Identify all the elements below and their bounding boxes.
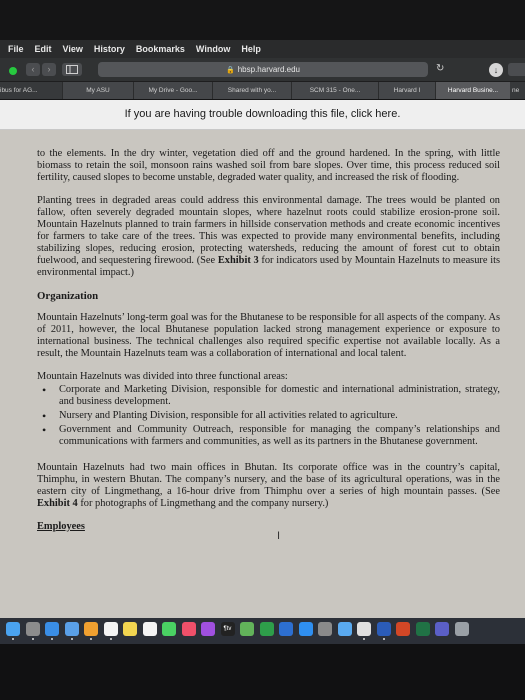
- tab-my-drive[interactable]: My Drive - Goo...: [133, 82, 212, 99]
- running-indicator: [363, 638, 365, 640]
- paragraph-text: for indicators used by Mountain Hazelnuts to measure its environmental impact.): [37, 255, 501, 278]
- safari-icon[interactable]: [45, 622, 59, 636]
- menu-bookmarks[interactable]: Bookmarks: [135, 44, 185, 54]
- menu-file[interactable]: File: [8, 44, 24, 54]
- running-indicator: [71, 638, 73, 640]
- menu-view[interactable]: View: [62, 44, 83, 54]
- tab-my-asu[interactable]: My ASU: [62, 82, 133, 99]
- url-text: hbsp.harvard.edu: [237, 65, 300, 74]
- excel-icon[interactable]: [416, 622, 430, 636]
- music-icon[interactable]: [182, 622, 196, 636]
- tv-icon[interactable]: ¶tv: [221, 622, 235, 636]
- chrome-icon[interactable]: [357, 622, 371, 636]
- notes-icon[interactable]: [123, 622, 137, 636]
- paragraph-text: Planting trees in degraded areas could address this environmental damage. The trees would be planted on fallow, often severely degraded mountain slopes, where hazelnut roots could stabilize erosion-prone soil. Mountain Hazelnuts planned to train farmers in hillside conservation methods and create economic incentives for farmers to take care of the trees. This was expected to provide many environmental benefits, including stabilizing slopes, reducing erosion, protecting watersheds, reducing the amount of forest cut to obtain fuelwood, and sequestering firewood. (See: [37, 195, 500, 266]
- section-heading: Employees: [37, 521, 85, 532]
- messages-icon[interactable]: [162, 622, 176, 636]
- address-bar[interactable]: [98, 62, 428, 77]
- list-item: • Corporate and Marketing Division, responsible for domestic and international administration, strategy, and business development.: [59, 384, 500, 408]
- download-help-message[interactable]: If you are having trouble downloading this file, click here.: [124, 108, 401, 120]
- document-viewer[interactable]: [0, 130, 525, 618]
- bookmark-item[interactable]: ibus for AG...: [0, 87, 38, 94]
- running-indicator: [90, 638, 92, 640]
- paragraph-text: for photographs of Lingmethang and the company nursery.): [77, 498, 329, 509]
- mail-icon[interactable]: [65, 622, 79, 636]
- paragraph: Mountain Hazelnuts was divided into three functional areas:: [37, 371, 288, 382]
- paragraph: to the elements. In the dry winter, vegetation died off and the ground hardened. In the spring, with little biomass to retain the soil, monsoon rains washed soil from bare slopes. Over time, this process reduced soil fertility, caused slopes to become unstable, degraded water quality, and increased the risk of flooding.: [37, 148, 500, 183]
- launchpad-icon[interactable]: [26, 622, 40, 636]
- running-indicator: [51, 638, 53, 640]
- running-indicator: [110, 638, 112, 640]
- keynote-icon[interactable]: [279, 622, 293, 636]
- list-item: • Government and Community Outreach, responsible for managing the company’s relationships and communications with farmers and communities, as well as its partners in the Bhutanese government.: [59, 424, 500, 448]
- podcasts-icon[interactable]: [201, 622, 215, 636]
- bookmarks-bar: [0, 82, 525, 99]
- running-indicator: [32, 638, 34, 640]
- browser-toolbar: [0, 58, 525, 82]
- sidebar-toggle-button[interactable]: [62, 63, 82, 76]
- download-help-bar[interactable]: [0, 100, 525, 130]
- reload-icon[interactable]: ↻: [436, 63, 445, 74]
- paragraph: [37, 462, 500, 510]
- teams-icon[interactable]: [435, 622, 449, 636]
- exhibit-reference: Exhibit 3: [217, 255, 259, 266]
- section-heading: Organization: [37, 290, 99, 302]
- window-zoom-dot[interactable]: [9, 67, 17, 75]
- photos-icon[interactable]: [84, 622, 98, 636]
- text-cursor-icon: I: [277, 530, 281, 542]
- trash-icon[interactable]: [455, 622, 469, 636]
- finder-icon[interactable]: [6, 622, 20, 636]
- screen-bezel: [0, 644, 525, 700]
- menu-edit[interactable]: Edit: [34, 44, 52, 54]
- sidebar-icon: [66, 65, 78, 74]
- back-button[interactable]: [26, 63, 40, 76]
- tab-shared-with-you[interactable]: Shared with yo...: [212, 82, 291, 99]
- calendar-icon[interactable]: [104, 622, 118, 636]
- menu-bar: [0, 40, 525, 58]
- tab-harvard[interactable]: Harvard I: [378, 82, 435, 99]
- menu-help[interactable]: Help: [241, 44, 261, 54]
- numbers-icon[interactable]: [260, 622, 274, 636]
- reminders-icon[interactable]: [143, 622, 157, 636]
- exhibit-reference: Exhibit 4: [37, 498, 78, 509]
- toolbar-overflow[interactable]: [508, 63, 525, 76]
- appstore-icon[interactable]: [299, 622, 313, 636]
- case-document: [37, 148, 500, 533]
- running-indicator: [383, 638, 385, 640]
- system-preferences-icon[interactable]: [318, 622, 332, 636]
- tab-harvard-business[interactable]: Harvard Busine...: [435, 82, 510, 99]
- word-icon[interactable]: [377, 622, 391, 636]
- menu-window[interactable]: Window: [195, 44, 231, 54]
- preview-icon[interactable]: [338, 622, 352, 636]
- running-indicator: [12, 638, 14, 640]
- lock-icon: 🔒: [226, 67, 235, 74]
- menu-history[interactable]: History: [93, 44, 125, 54]
- bookmark-item[interactable]: ne: [512, 87, 520, 94]
- chevron-right-icon: ›: [47, 64, 51, 74]
- paragraph-text: Mountain Hazelnuts had two main offices in Bhutan. Its corporate office was in the country’s capital, Thimphu, in western Bhutan. The company’s nursery, and the base of its agricultural operations, was in the eastern city of Lingmethang, a 16-hour drive from Thimphu over a series of high mountain passes. (See: [37, 462, 500, 497]
- list-item: • Nursery and Planting Division, responsible for all activities related to agriculture.: [59, 410, 500, 422]
- download-icon[interactable]: ↓: [489, 63, 503, 77]
- dock: [0, 618, 525, 644]
- maps-icon[interactable]: [240, 622, 254, 636]
- chevron-left-icon: ‹: [31, 64, 35, 74]
- forward-button[interactable]: [42, 63, 56, 76]
- powerpoint-icon[interactable]: [396, 622, 410, 636]
- functional-areas-list: [37, 384, 500, 448]
- tab-scm-315[interactable]: SCM 315 - One...: [291, 82, 378, 99]
- paragraph: Mountain Hazelnuts’ long-term goal was for the Bhutanese to be responsible for all aspects of the company. As of 2011, however, the local Bhutanese population lacked strong management experience or exposure to international business. The technical challenges also required specific expertise not available locally. As a result, the Mountain Hazelnuts team was a collaboration of international and local talent.: [37, 312, 500, 359]
- paragraph: [37, 195, 500, 279]
